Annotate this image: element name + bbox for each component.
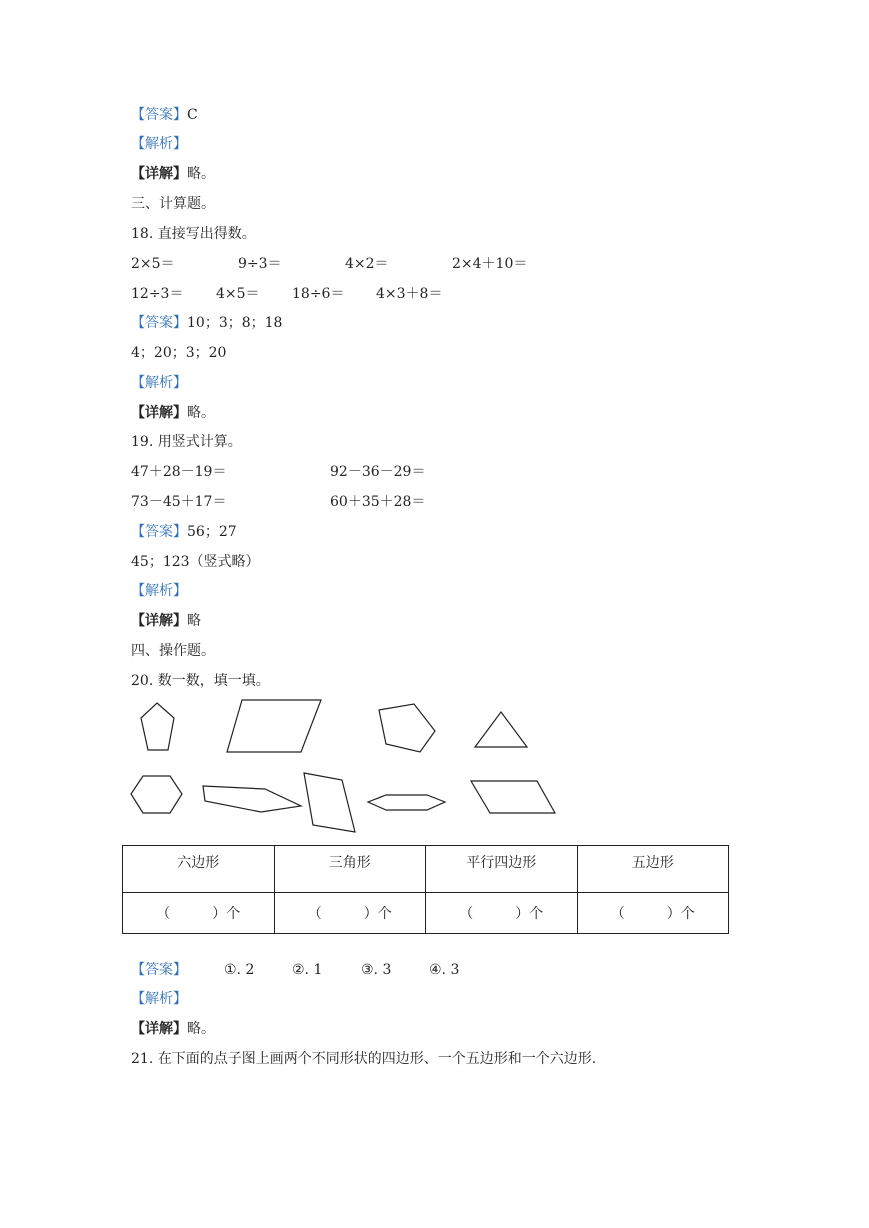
q19-expr: 47＋28－19＝ bbox=[131, 464, 227, 480]
answer-tag: 【答案】 bbox=[131, 524, 187, 540]
hexagon-shape bbox=[368, 795, 445, 810]
answer-text: C bbox=[187, 107, 198, 123]
answer-item: ①. 2 bbox=[224, 962, 255, 978]
q18-expr: 2×4＋10＝ bbox=[452, 256, 528, 272]
detail-tag: 【详解】 bbox=[131, 1021, 187, 1037]
answer-item: ③. 3 bbox=[361, 962, 392, 978]
q18-expr: 4×3＋8＝ bbox=[376, 286, 443, 302]
table-header: 三角形 bbox=[274, 846, 426, 893]
q19-answer-line-2: 45；123（竖式略） bbox=[131, 554, 260, 570]
q18-analysis-line bbox=[131, 373, 187, 393]
q17-answer-line bbox=[131, 105, 198, 125]
q18-expr: 18÷6＝ bbox=[292, 286, 345, 302]
section-3-heading: 三、计算题。 bbox=[131, 196, 215, 212]
answer-item: ②. 1 bbox=[292, 962, 323, 978]
hexagon-shape bbox=[131, 776, 182, 813]
q21-title: 21. 在下面的点子图上画两个不同形状的四边形、一个五边形和一个六边形. bbox=[131, 1051, 597, 1067]
count-table bbox=[122, 845, 729, 934]
table-header: 平行四边形 bbox=[426, 846, 578, 893]
q18-expr: 12÷3＝ bbox=[131, 286, 184, 302]
q18-expr: 4×2＝ bbox=[345, 256, 389, 272]
q19-expr: 92－36－29＝ bbox=[330, 464, 426, 480]
table-blank: （ ）个 bbox=[426, 893, 578, 934]
triangle-shape bbox=[475, 712, 527, 747]
analysis-tag: 【解析】 bbox=[131, 991, 187, 1007]
quadrilateral-shape bbox=[203, 786, 301, 812]
q17-analysis-line bbox=[131, 134, 187, 154]
q19-detail-line bbox=[131, 611, 201, 631]
q18-answer-line-2: 4；20；3；20 bbox=[131, 345, 227, 361]
q18-title: 18. 直接写出得数。 bbox=[131, 226, 256, 242]
q20-analysis-line bbox=[131, 989, 187, 1009]
q17-detail-line bbox=[131, 164, 215, 184]
q19-answer-line bbox=[131, 522, 237, 542]
q18-answer-line bbox=[131, 313, 282, 333]
q19-analysis-line bbox=[131, 581, 187, 601]
parallelogram-shape bbox=[471, 781, 555, 813]
table-blank: （ ）个 bbox=[123, 893, 275, 934]
analysis-tag: 【解析】 bbox=[131, 583, 187, 599]
answer-text: 10；3；8；18 bbox=[187, 315, 283, 331]
table-header: 五边形 bbox=[577, 846, 729, 893]
detail-text: 略。 bbox=[187, 166, 215, 182]
answer-item: ④. 3 bbox=[429, 962, 460, 978]
detail-tag: 【详解】 bbox=[131, 166, 187, 182]
q19-expr: 73－45＋17＝ bbox=[131, 494, 227, 510]
q19-expr: 60＋35＋28＝ bbox=[330, 494, 426, 510]
q18-expr: 2×5＝ bbox=[131, 256, 175, 272]
answer-tag: 【答案】 bbox=[131, 962, 187, 978]
analysis-tag: 【解析】 bbox=[131, 375, 187, 391]
detail-text: 略 bbox=[187, 613, 201, 629]
table-blank: （ ）个 bbox=[577, 893, 729, 934]
table-header: 六边形 bbox=[123, 846, 275, 893]
answer-text: 56；27 bbox=[187, 524, 237, 540]
q20-detail-line bbox=[131, 1019, 215, 1039]
q19-title: 19. 用竖式计算。 bbox=[131, 434, 242, 450]
detail-text: 略。 bbox=[187, 1021, 215, 1037]
quadrilateral-shape bbox=[304, 773, 355, 832]
q20-answer-line bbox=[131, 960, 187, 980]
table-blank: （ ）个 bbox=[274, 893, 426, 934]
section-4-heading: 四、操作题。 bbox=[131, 643, 215, 659]
analysis-tag: 【解析】 bbox=[131, 136, 187, 152]
answer-tag: 【答案】 bbox=[131, 315, 187, 331]
parallelogram-shape bbox=[227, 700, 321, 752]
answer-tag: 【答案】 bbox=[131, 107, 187, 123]
detail-tag: 【详解】 bbox=[131, 613, 187, 629]
shapes-figure bbox=[0, 690, 869, 840]
pentagon-shape bbox=[379, 704, 435, 752]
pentagon-shape bbox=[141, 703, 174, 750]
q18-expr: 9÷3＝ bbox=[238, 256, 282, 272]
q18-expr: 4×5＝ bbox=[216, 286, 260, 302]
q18-detail-line bbox=[131, 403, 215, 423]
q20-title: 20. 数一数，填一填。 bbox=[131, 673, 270, 689]
detail-text: 略。 bbox=[187, 405, 215, 421]
detail-tag: 【详解】 bbox=[131, 405, 187, 421]
